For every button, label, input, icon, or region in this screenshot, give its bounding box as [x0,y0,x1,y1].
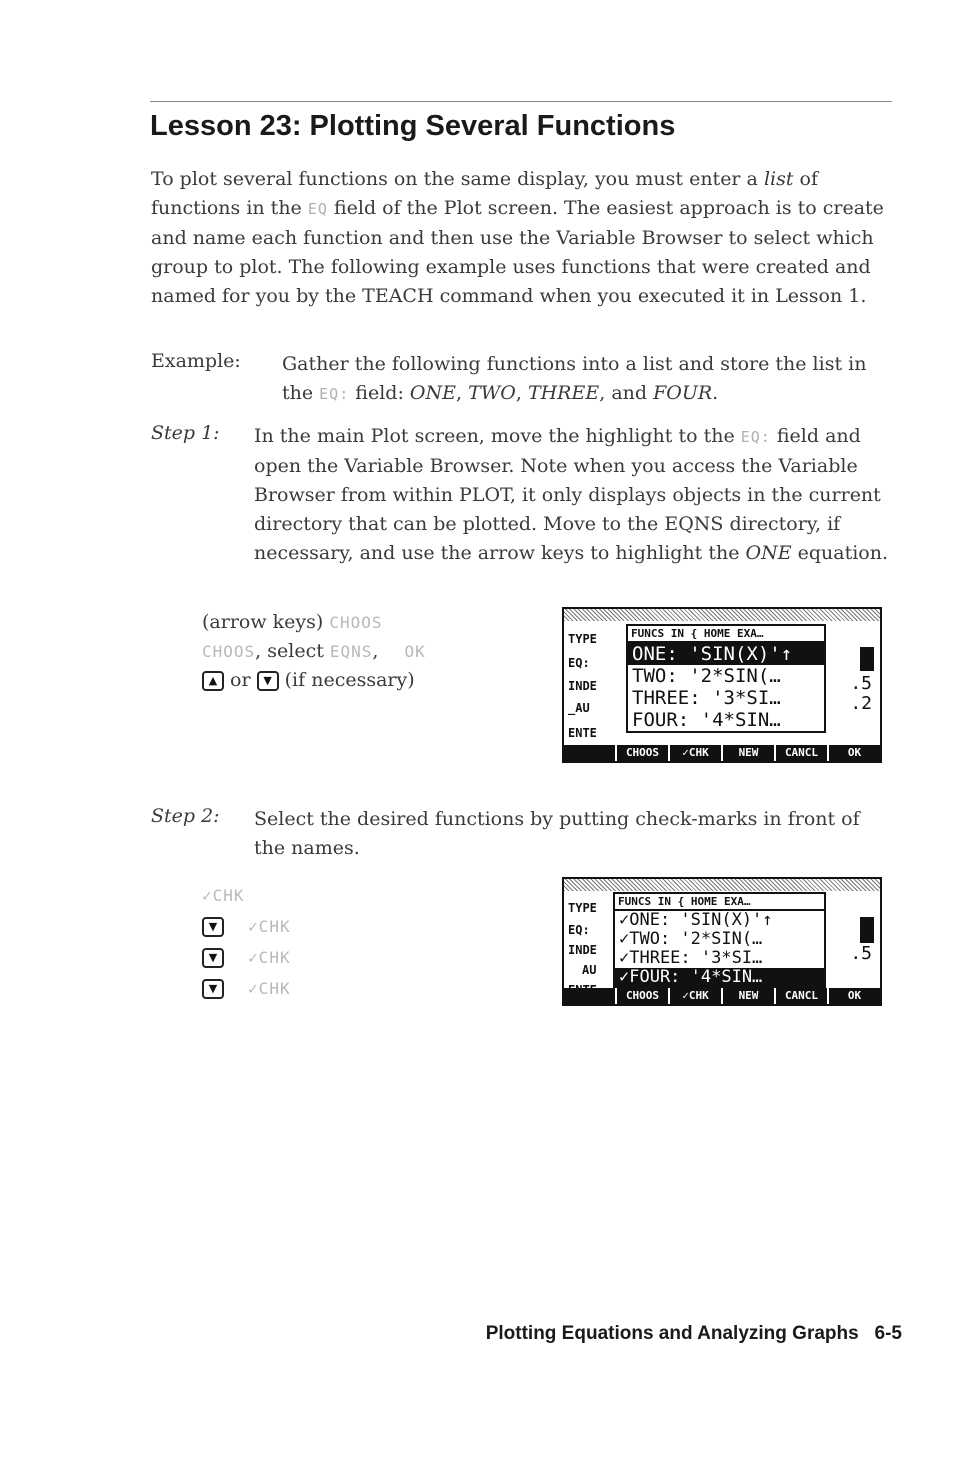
menu-new[interactable]: NEW [721,745,774,761]
footer-section-title: Plotting Equations and Analyzing Graphs [485,1323,859,1344]
chk-softkey: ✓CHK [248,948,291,967]
menu-blank [564,988,615,1004]
screen-label-type: TYPE [568,901,597,915]
popup-title: FUNCS IN { HOME EXA… [615,894,824,911]
keystroke-line-2 [202,637,426,666]
screen-cursor-block [860,647,874,671]
step2-keystrokes [202,880,291,1004]
screen-title-hatch [564,879,880,891]
func-four: FOUR [653,382,713,404]
popup-row-four[interactable]: FOUR: '4*SIN… [632,709,781,731]
popup-row-one[interactable]: ONE: 'SIN(X)'↑ [628,643,824,665]
chk-softkey: ✓CHK [202,886,245,905]
funcs-popup [626,624,826,733]
step1-text-2: field and open the Variable Browser. Note when you access the Variable Browser from within PLOT, it only displays objects in the current directory that can be plotted. Move to the EQNS directory, if necessary, and use the arrow keys to highlight the [254,425,881,564]
ok-softkey: OK [404,642,426,661]
chk-softkey: ✓CHK [248,917,291,936]
keystroke-chk-3 [202,942,291,973]
eq-softkey: EQ: [740,428,771,446]
keystroke-chk-2 [202,911,291,942]
popup-row-one[interactable]: ✓ONE: 'SIN(X)'↑ [619,910,773,930]
intro-list-word: list [763,168,794,190]
menu-choos[interactable]: CHOOS [615,745,668,761]
header-rule [150,101,892,102]
step2-text: Select the desired functions by putting check-marks in front of the names. [254,808,860,859]
screen-value-1: .5 [850,673,872,694]
arrow-keys-text: (arrow keys) [202,611,330,633]
screen-label-au: _AU [568,701,590,715]
lesson-title: Lesson 23: Plotting Several Functions [150,110,676,142]
step1-text-1: In the main Plot screen, move the highlight to the [254,425,741,447]
example-end: . [712,382,719,404]
popup-row-three[interactable]: ✓THREE: '3*SI… [619,948,763,968]
down-arrow-key-icon: ▼ [202,917,224,937]
page-number: 6-5 [874,1323,902,1344]
menu-new[interactable]: NEW [721,988,774,1004]
up-arrow-key-icon: ▲ [202,671,224,691]
example-text-1: Gather the following functions into a list and store the list in the [282,353,867,404]
down-arrow-key-icon: ▼ [202,979,224,999]
softkey-menu [564,988,880,1004]
menu-ok[interactable]: OK [827,988,880,1004]
intro-text-1: To plot several functions on the same display, you must enter a [151,168,764,190]
example-label: Example: [151,350,241,372]
func-one: ONE [409,382,456,404]
menu-choos[interactable]: CHOOS [615,988,668,1004]
func-two: TWO [468,382,516,404]
down-arrow-key-icon: ▼ [257,671,279,691]
comma-text: , [372,640,385,662]
down-arrow-key-icon: ▼ [202,948,224,968]
page-footer [486,1323,902,1345]
funcs-popup [613,892,826,989]
eq-softkey: EQ [307,200,328,218]
choos-softkey: CHOOS [202,642,256,661]
menu-ok[interactable]: OK [827,745,880,761]
screen-label-inde: INDE [568,943,597,957]
intro-paragraph [151,165,891,311]
keystroke-chk-1 [202,880,291,911]
screen-label-au: AU [582,963,597,977]
screen-cursor-block [860,917,874,943]
example-and: , and [599,382,654,404]
or-text: or [224,669,257,691]
popup-row-three[interactable]: THREE: '3*SI… [632,687,781,709]
screen-value-2: .2 [850,693,872,714]
screen-value-1: .5 [850,943,872,964]
eq-softkey: EQ: [319,385,350,403]
screen-title-hatch [564,609,880,621]
softkey-menu [564,745,880,761]
step1-text [254,422,892,568]
eqns-softkey: EQNS [329,642,373,661]
menu-cancl[interactable]: CANCL [774,988,827,1004]
select-text: , select [255,640,330,662]
keystroke-line-3 [202,666,426,694]
popup-title: FUNCS IN { HOME EXA… [628,626,824,643]
menu-cancl[interactable]: CANCL [774,745,827,761]
popup-row-two[interactable]: TWO: '2*SIN(… [632,665,781,687]
screen-label-eq: EQ: [568,656,590,670]
screen-label-ente: ENTE [568,726,597,740]
popup-row-two[interactable]: ✓TWO: '2*SIN(… [619,929,763,949]
keystroke-chk-4 [202,973,291,1004]
choos-softkey: CHOOS [329,613,383,632]
screen-label-eq: EQ: [568,923,590,937]
step1-label: Step 1: [151,422,220,444]
screen-label-type: TYPE [568,632,597,646]
example-text-2: field: [349,382,410,404]
calculator-screen-1 [562,607,882,763]
popup-row-four[interactable]: ✓FOUR: '4*SIN… [615,968,824,987]
if-necessary-text: (if necessary) [278,669,415,691]
screen-label-inde: INDE [568,679,597,693]
calculator-screen-2 [562,877,882,1006]
menu-chk[interactable]: ✓CHK [668,745,721,761]
menu-chk[interactable]: ✓CHK [668,988,721,1004]
func-one: ONE [745,542,792,564]
menu-blank [564,745,615,761]
chk-softkey: ✓CHK [248,979,291,998]
func-three: THREE [527,382,600,404]
intro-text-2: of functions in the [151,168,818,219]
step1-keystrokes [202,608,426,694]
step1-text-3: equation. [791,542,889,564]
intro-text-3: field of the Plot screen. The easiest approach is to create and name each function and then use the Variable Browser to select which group to plot. The following example uses functions that were created and named for you by the TEACH command when you executed it in Lesson 1. [151,197,884,307]
keystroke-line-1 [202,608,426,637]
example-text: Gather the following functions into a list and store the list in the EQ: field: ONE, TWO, THREE, and FOUR. [282,353,867,404]
step2-label: Step 2: [151,805,220,827]
